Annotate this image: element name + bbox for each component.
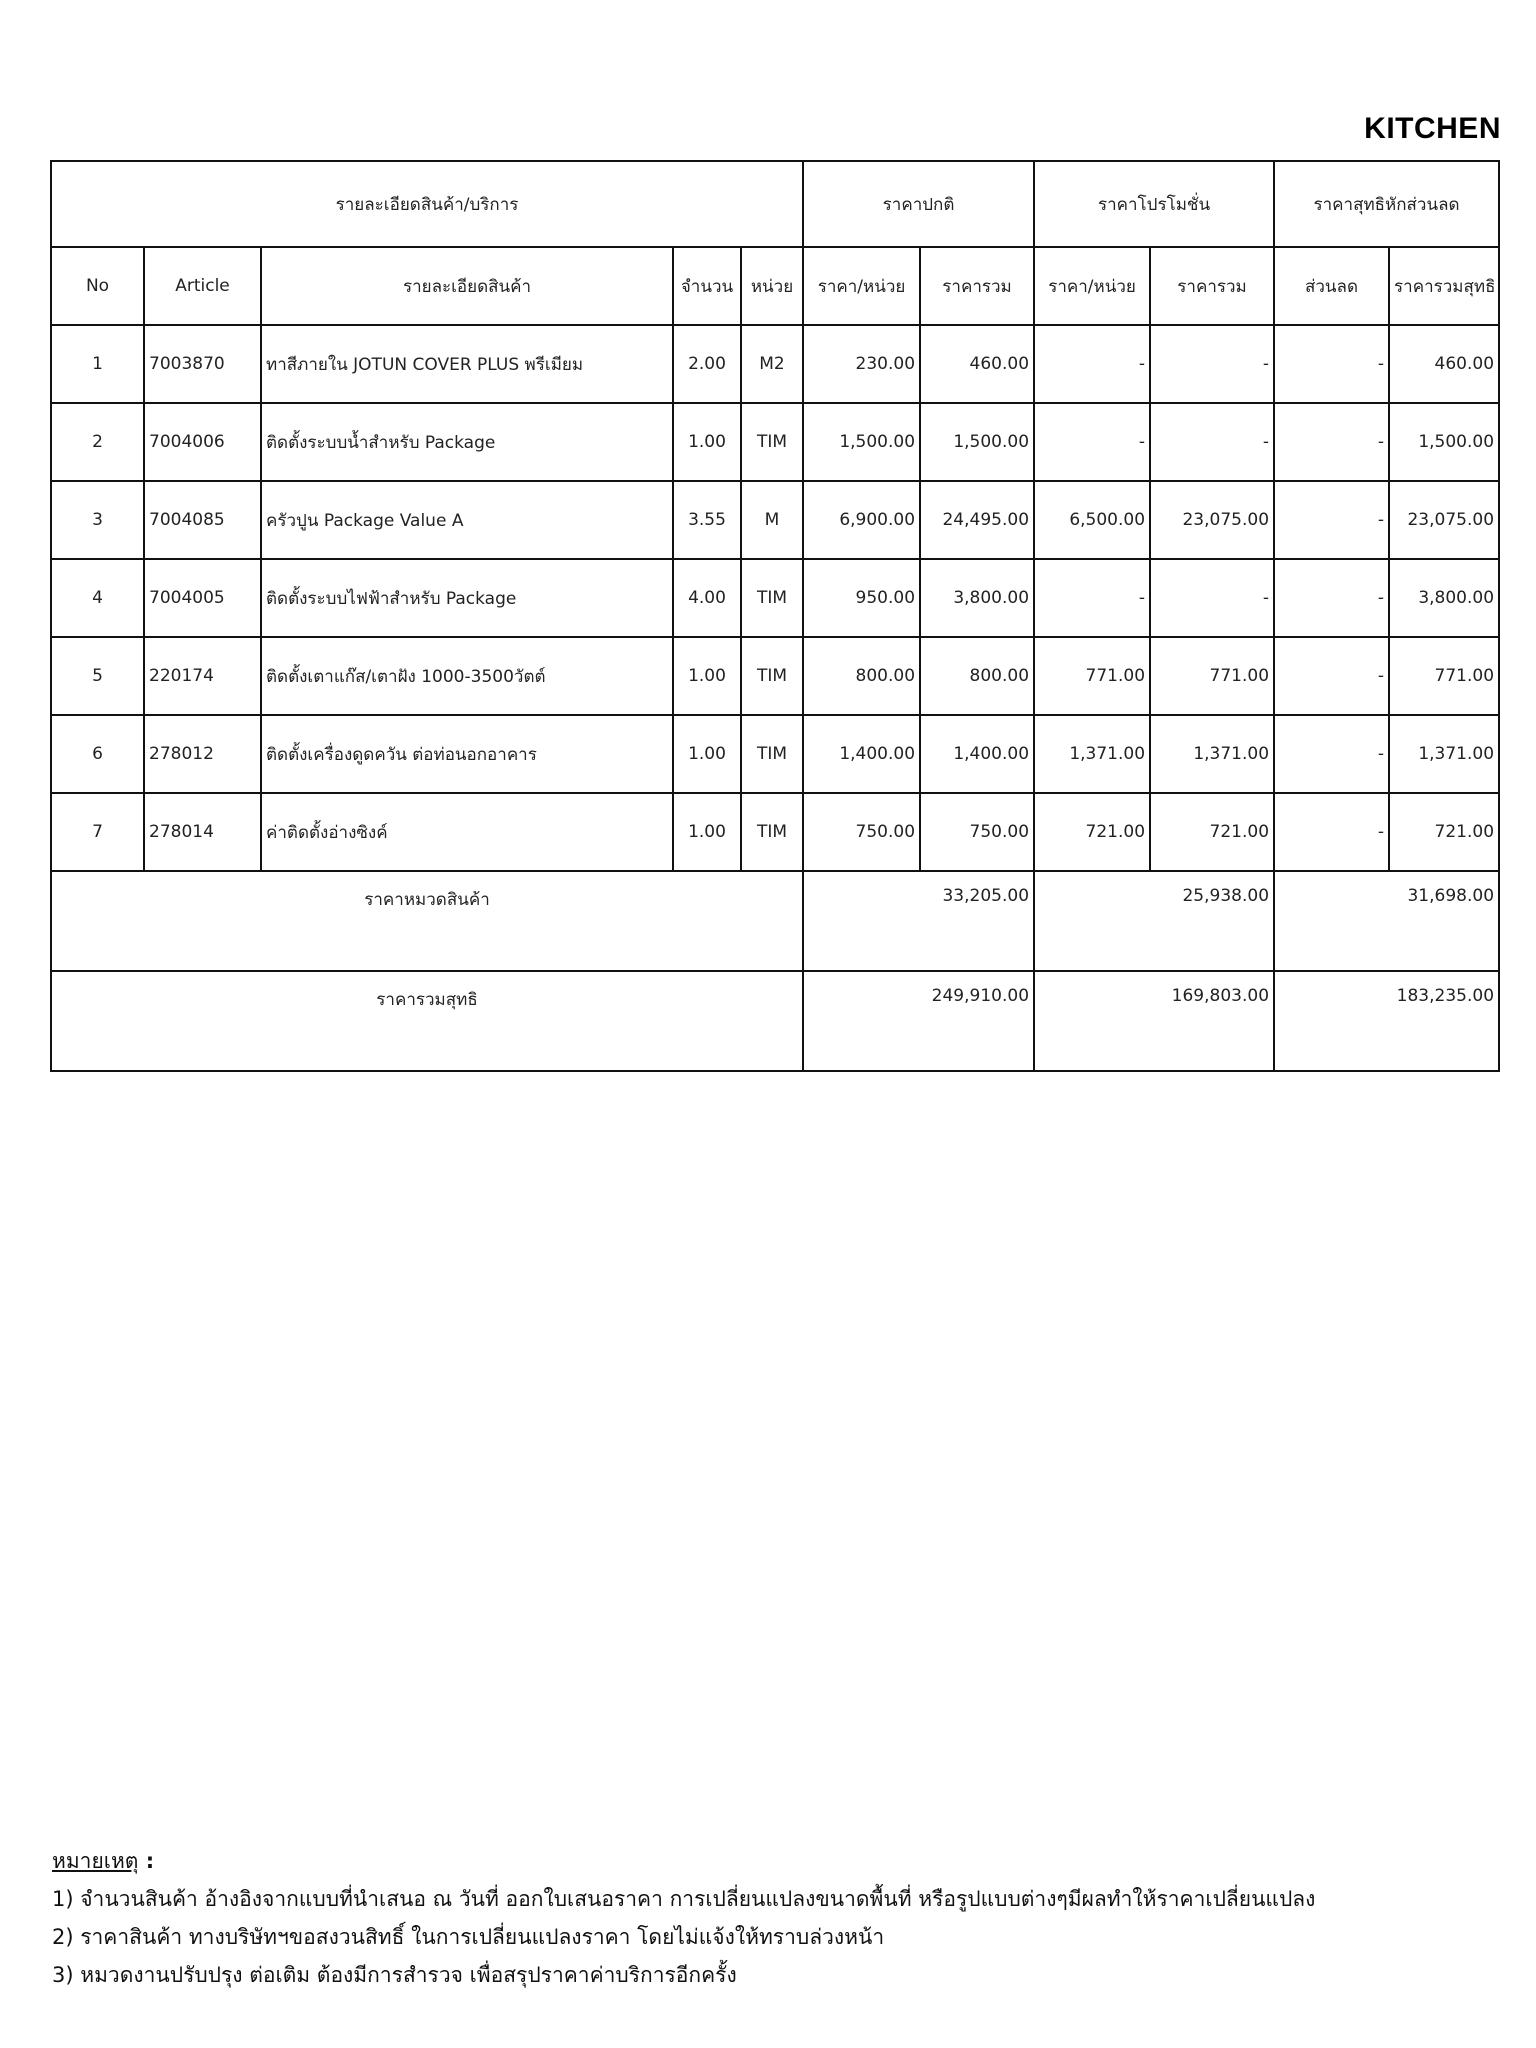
row-discount: -	[1274, 559, 1389, 637]
notes-heading	[52, 1842, 1492, 1880]
column-header-unit: หน่วย	[741, 247, 803, 325]
row-unit: M2	[741, 325, 803, 403]
row-article: 7004005	[144, 559, 261, 637]
table-row	[51, 793, 1499, 871]
row-promo-unit-price: 1,371.00	[1034, 715, 1150, 793]
row-normal-total: 1,500.00	[920, 403, 1034, 481]
row-normal-total: 800.00	[920, 637, 1034, 715]
column-header-normal-total: ราคารวม	[920, 247, 1034, 325]
row-article: 7004085	[144, 481, 261, 559]
row-no: 2	[51, 403, 144, 481]
row-unit: TIM	[741, 793, 803, 871]
table-row	[51, 325, 1499, 403]
group-header-promo-price: ราคาโปรโมชั่น	[1034, 161, 1274, 247]
row-description: ค่าติดตั้งอ่างซิงค์	[261, 793, 673, 871]
row-qty: 1.00	[673, 793, 741, 871]
table-row	[51, 481, 1499, 559]
row-net-total: 1,371.00	[1389, 715, 1499, 793]
row-discount: -	[1274, 715, 1389, 793]
row-unit: TIM	[741, 637, 803, 715]
row-promo-unit-price: 6,500.00	[1034, 481, 1150, 559]
row-qty: 1.00	[673, 637, 741, 715]
row-no: 3	[51, 481, 144, 559]
row-promo-unit-price: -	[1034, 559, 1150, 637]
row-article: 7004006	[144, 403, 261, 481]
column-header-promo-total: ราคารวม	[1150, 247, 1274, 325]
row-description: ติดตั้งเครื่องดูดควัน ต่อท่อนอกอาคาร	[261, 715, 673, 793]
column-header-description: รายละเอียดสินค้า	[261, 247, 673, 325]
row-promo-unit-price: 771.00	[1034, 637, 1150, 715]
row-discount: -	[1274, 793, 1389, 871]
category-total-promo: 25,938.00	[1034, 871, 1274, 971]
row-normal-unit-price: 6,900.00	[803, 481, 920, 559]
row-description: ติดตั้งเตาแก๊ส/เตาฝัง 1000-3500วัตต์	[261, 637, 673, 715]
row-no: 1	[51, 325, 144, 403]
notes-section	[52, 1842, 1492, 1994]
category-total-normal: 33,205.00	[803, 871, 1034, 971]
row-normal-total: 460.00	[920, 325, 1034, 403]
row-promo-total: 771.00	[1150, 637, 1274, 715]
row-description: ครัวปูน Package Value A	[261, 481, 673, 559]
row-qty: 2.00	[673, 325, 741, 403]
row-unit: TIM	[741, 559, 803, 637]
row-normal-unit-price: 1,500.00	[803, 403, 920, 481]
row-discount: -	[1274, 481, 1389, 559]
column-header-article: Article	[144, 247, 261, 325]
row-normal-unit-price: 750.00	[803, 793, 920, 871]
row-normal-unit-price: 230.00	[803, 325, 920, 403]
row-promo-unit-price: -	[1034, 403, 1150, 481]
row-normal-unit-price: 800.00	[803, 637, 920, 715]
row-promo-total: 23,075.00	[1150, 481, 1274, 559]
column-header-row	[51, 247, 1499, 325]
column-header-net-total: ราคารวมสุทธิ	[1389, 247, 1499, 325]
row-normal-total: 750.00	[920, 793, 1034, 871]
notes-colon: :	[138, 1849, 155, 1873]
row-description: ทาสีภายใน JOTUN COVER PLUS พรีเมียม	[261, 325, 673, 403]
section-title: KITCHEN	[1364, 112, 1501, 145]
row-discount: -	[1274, 403, 1389, 481]
row-promo-total: 721.00	[1150, 793, 1274, 871]
row-unit: TIM	[741, 715, 803, 793]
row-normal-total: 24,495.00	[920, 481, 1034, 559]
category-total-label: ราคาหมวดสินค้า	[51, 871, 803, 971]
row-discount: -	[1274, 637, 1389, 715]
notes-title: หมายเหตุ	[52, 1849, 139, 1873]
column-header-no: No	[51, 247, 144, 325]
row-qty: 3.55	[673, 481, 741, 559]
row-no: 7	[51, 793, 144, 871]
row-description: ติดตั้งระบบน้ำสำหรับ Package	[261, 403, 673, 481]
row-promo-total: -	[1150, 403, 1274, 481]
row-normal-unit-price: 950.00	[803, 559, 920, 637]
grand-total-label: ราคารวมสุทธิ	[51, 971, 803, 1071]
column-header-discount: ส่วนลด	[1274, 247, 1389, 325]
row-article: 7003870	[144, 325, 261, 403]
row-no: 6	[51, 715, 144, 793]
row-promo-total: -	[1150, 559, 1274, 637]
row-net-total: 721.00	[1389, 793, 1499, 871]
grand-total-row	[51, 971, 1499, 1071]
group-header-row	[51, 161, 1499, 247]
row-discount: -	[1274, 325, 1389, 403]
table-row	[51, 403, 1499, 481]
table-row	[51, 637, 1499, 715]
category-total-row	[51, 871, 1499, 971]
group-header-net-price: ราคาสุทธิหักส่วนลด	[1274, 161, 1499, 247]
column-header-qty: จำนวน	[673, 247, 741, 325]
note-item: 2) ราคาสินค้า ทางบริษัทฯขอสงวนสิทธิ์ ในการเปลี่ยนแปลงราคา โดยไม่แจ้งให้ทราบล่วงหน้า	[52, 1925, 885, 1949]
row-promo-total: 1,371.00	[1150, 715, 1274, 793]
row-unit: TIM	[741, 403, 803, 481]
row-promo-total: -	[1150, 325, 1274, 403]
row-no: 4	[51, 559, 144, 637]
category-total-net: 31,698.00	[1274, 871, 1499, 971]
group-header-normal-price: ราคาปกติ	[803, 161, 1034, 247]
row-qty: 1.00	[673, 715, 741, 793]
row-article: 278014	[144, 793, 261, 871]
row-net-total: 460.00	[1389, 325, 1499, 403]
note-item: 3) หมวดงานปรับปรุง ต่อเติม ต้องมีการสำรวจ เพื่อสรุปราคาค่าบริการอีกครั้ง	[52, 1963, 737, 1987]
row-net-total: 3,800.00	[1389, 559, 1499, 637]
row-net-total: 23,075.00	[1389, 481, 1499, 559]
table-row	[51, 559, 1499, 637]
row-qty: 4.00	[673, 559, 741, 637]
row-article: 278012	[144, 715, 261, 793]
row-normal-total: 1,400.00	[920, 715, 1034, 793]
group-header-details: รายละเอียดสินค้า/บริการ	[51, 161, 803, 247]
row-qty: 1.00	[673, 403, 741, 481]
column-header-normal-unit-price: ราคา/หน่วย	[803, 247, 920, 325]
row-article: 220174	[144, 637, 261, 715]
note-item: 1) จำนวนสินค้า อ้างอิงจากแบบที่นำเสนอ ณ วันที่ ออกใบเสนอราคา การเปลี่ยนแปลงขนาดพื้นที่ หรือรูปแบบต่างๆมีผลทำให้ราคาเปลี่ยนแปลง	[52, 1887, 1316, 1911]
row-normal-unit-price: 1,400.00	[803, 715, 920, 793]
row-no: 5	[51, 637, 144, 715]
row-net-total: 771.00	[1389, 637, 1499, 715]
row-promo-unit-price: 721.00	[1034, 793, 1150, 871]
grand-total-net: 183,235.00	[1274, 971, 1499, 1071]
row-description: ติดตั้งระบบไฟฟ้าสำหรับ Package	[261, 559, 673, 637]
row-promo-unit-price: -	[1034, 325, 1150, 403]
grand-total-normal: 249,910.00	[803, 971, 1034, 1071]
table-row	[51, 715, 1499, 793]
quotation-table	[50, 160, 1500, 1072]
grand-total-promo: 169,803.00	[1034, 971, 1274, 1071]
row-net-total: 1,500.00	[1389, 403, 1499, 481]
row-unit: M	[741, 481, 803, 559]
row-normal-total: 3,800.00	[920, 559, 1034, 637]
column-header-promo-unit-price: ราคา/หน่วย	[1034, 247, 1150, 325]
